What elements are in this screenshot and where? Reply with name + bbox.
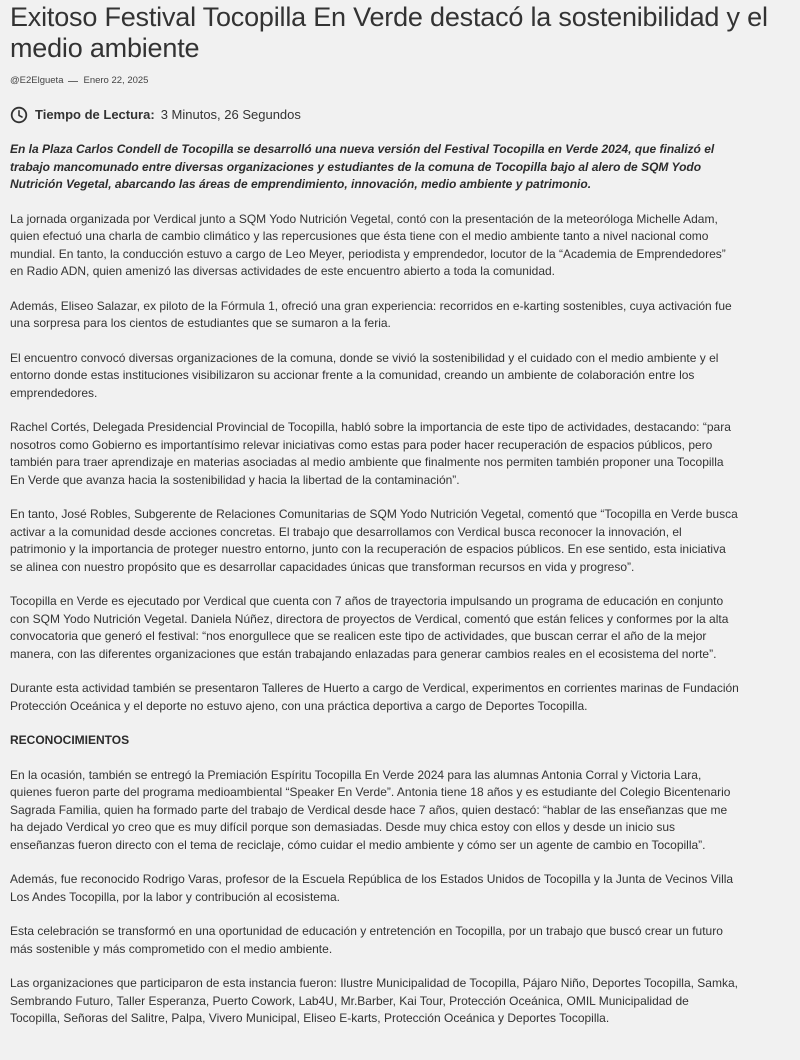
publish-date: Enero 22, 2025 (83, 75, 149, 86)
paragraph: Esta celebración se transformó en una oportunidad de educación y entretención en Tocopilla, por un trabajo que buscó crear un futuro más sostenible y más comprometido con el medio ambiente. (10, 924, 723, 956)
author-link[interactable]: @E2Elgueta (10, 75, 64, 86)
paragraph: Además, Eliseo Salazar, ex piloto de la Fórmula 1, ofreció una gran experiencia: recorridos en e-karting sostenibles, cuya activación fue una sorpresa para los cientos de estudiantes que se sumaron a la feria. (10, 298, 732, 330)
article-meta (10, 74, 790, 88)
paragraph: Tocopilla en Verde es ejecutado por Verdical que cuenta con 7 años de trayectoria impulsando un programa de educación en conjunto con SQM Yodo Nutrición Vegetal. Daniela Núñez, directora de proyectos de Verdical, comentó que están felices y conformes por la alta convocatoria que generó el festival: “nos enorgullece que se realicen este tipo de actividades, que buscan cerrar el año de la mejor manera, con las diferentes organizaciones que están trabajando enlazadas para generar cambios reales en el ecosistema del norte”. (10, 594, 729, 661)
paragraph: En la ocasión, también se entregó la Premiación Espíritu Tocopilla En Verde 2024 para las alumnas Antonia Corral y Victoria Lara, quienes fueron parte del programa medioambiental “Speaker En Verde”. Antonia tiene 18 años y es estudiante del Colegio Bicentenario Sagrada Familia, quien ha formado parte del trabajo de Verdical desde hace 7 años, quien destacó: “hablar de las enseñanzas que me ha dejado Verdical yo creo que es muy difícil porque son demasiadas. Desde muy chica estoy con ellos y desde un inicio sus enseñanzas fueron directo con el tema de reciclaje, cómo cuidar el medio ambiente y cómo ser un agente de cambio en Tocopilla”. (10, 767, 731, 852)
paragraph: Durante esta actividad también se presentaron Talleres de Huerto a cargo de Verdical, experimentos en corrientes marinas de Fundación Protección Oceánica y el deporte no estuvo ajeno, con una práctica deportiva a cargo de Deportes Tocopilla. (10, 681, 739, 713)
reading-time (10, 106, 790, 124)
paragraph: Rachel Cortés, Delegada Presidencial Provincial de Tocopilla, habló sobre la importancia de este tipo de actividades, destacando: “para nosotros como Gobierno es importantísimo relevar iniciativas como estas para poder hacer recuperación de espacios públicos, pero también para traer aprendizaje en materias asociadas al medio ambiente que finalmente nos permiten también proponer una Tocopilla En Verde que avanza hacia la sostenibilidad y hacia la libertad de la contaminación”. (10, 420, 731, 487)
section-heading: RECONOCIMIENTOS (10, 733, 130, 747)
article-title: Exitoso Festival Tocopilla En Verde destacó la sostenibilidad y el medio ambiente (10, 2, 768, 63)
reading-time-value: 3 Minutos, 26 Segundos (160, 107, 301, 122)
clock-icon (10, 106, 28, 124)
paragraph: Además, fue reconocido Rodrigo Varas, profesor de la Escuela República de los Estados Unidos de Tocopilla y la Junta de Vecinos Villa Los Andes Tocopilla, por la labor y contribución al ecosistema. (10, 872, 734, 904)
article-lead: En la Plaza Carlos Condell de Tocopilla se desarrolló una nueva versión del Festival Tocopilla en Verde 2024, que finalizó el trabajo mancomunado entre diversas organizaciones y estudiantes de la comuna de Tocopilla bajo al alero de SQM Yodo Nutrición Vegetal, abarcando las áreas de emprendimiento, innovación, medio ambiente y patrimonio. (10, 142, 715, 191)
paragraph: El encuentro convocó diversas organizaciones de la comuna, donde se vivió la sostenibilidad y el cuidado con el medio ambiente y el entorno donde estas instituciones visibilizaron su accionar frente a la comunidad, creando un ambiente de colaboración entre los emprendedores. (10, 350, 719, 400)
reading-time-label: Tiempo de Lectura: (35, 107, 155, 122)
paragraph: En tanto, José Robles, Subgerente de Relaciones Comunitarias de SQM Yodo Nutrición Vegetal, comentó que “Tocopilla en Verde busca activar a la comunidad desde acciones concretas. El trabajo que desarrollamos con Verdical busca reconocer la innovación, el patrimonio y la importancia de proteger nuestro entorno, junto con la recuperación de espacios públicos. En ese sentido, esta iniciativa se alinea con nuestro propósito que es desarrollar capacidades únicas que transforman recursos en vida y progreso”. (10, 507, 738, 574)
paragraph: Las organizaciones que participaron de esta instancia fueron: Ilustre Municipalidad de Tocopilla, Pájaro Niño, Deportes Tocopilla, Samka, Sembrando Futuro, Taller Esperanza, Puerto Cowork, Lab4U, Mr.Barber, Kai Tour, Protección Oceánica, OMIL Municipalidad de Tocopilla, Señoras del Salitre, Palpa, Vivero Municipal, Eliseo E-karts, Protección Oceánica y Deportes Tocopilla. (10, 976, 738, 1025)
paragraph: La jornada organizada por Verdical junto a SQM Yodo Nutrición Vegetal, contó con la presentación de la meteoróloga Michelle Adam, quien efectuó una charla de cambio climático y las repercusiones que ésta tiene con el medio ambiente tanto a nivel nacional como mundial. En tanto, la conducción estuvo a cargo de Leo Meyer, periodista y emprendedor, locutor de la “Academia de Emprendedores” en Radio ADN, quien amenizó las diversas actividades de este encuentro abierto a toda la comunidad. (10, 211, 726, 278)
meta-separator (68, 81, 78, 82)
